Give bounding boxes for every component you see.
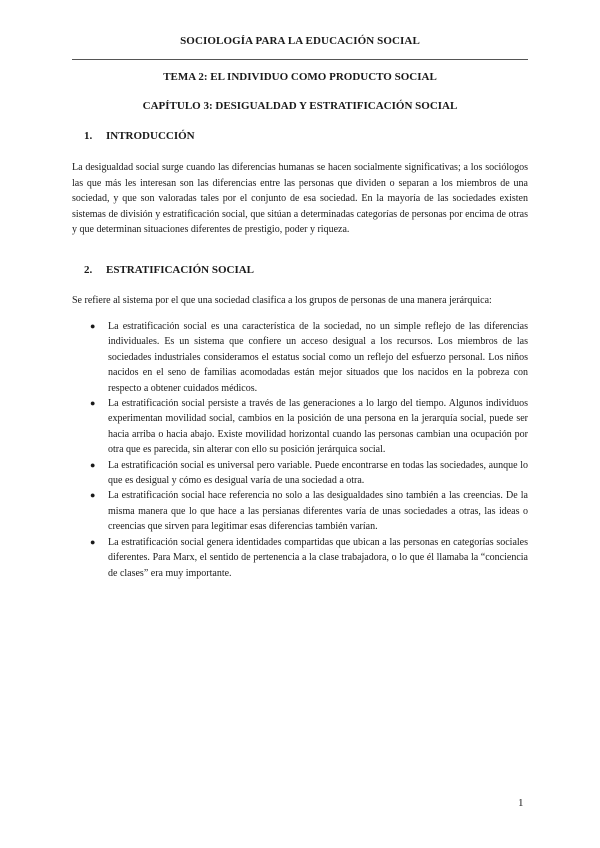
bullet-icon: ● (90, 321, 96, 331)
running-header: SOCIOLOGÍA PARA LA EDUCACIÓN SOCIAL (180, 35, 420, 47)
list-item (72, 535, 528, 581)
header-divider (72, 59, 528, 60)
list-item-text: La estratificación social es universal pero variable. Puede encontrarse en todas las sociedades, aunque lo que es desigual y cómo es desigual varía de una sociedad a otra. (108, 459, 528, 487)
theme-title: TEMA 2: EL INDIVIDUO COMO PRODUCTO SOCIAL (163, 71, 437, 83)
list-item-text: La estratificación social es una característica de la sociedad, no un simple reflejo de las diferencias individuales. Es un sistema que confiere un acceso desigual a los recursos. Los miembros de las sociedades industriales consideramos el estatus social como un reflejo del esfuerzo personal. Los niños nacidos en el seno de familias acomodadas están mejor situados que los nacidos en la pobreza con respecto a obtener cuidados médicos. (108, 321, 528, 394)
intro-paragraph: La desigualdad social surge cuando las diferencias humanas se hacen socialmente significativas; a los sociólogos las que más les interesan son las diferencias entre las personas que dividen o separan a los miembros de una sociedad, y que son valoradas tales por el conjunto de esa sociedad. En la mayoría de las sociedades existen sistemas de división y estratificación social, que sitúan a determinadas categorías de personas por encima de otras y que determinan situaciones diferentes de prestigio, poder y riqueza. (72, 162, 528, 235)
list-item-text: La estratificación social hace referencia no solo a las desigualdades sino también a las creencias. De la misma manera que lo que hace a las persianas diferentes varía de unas sociedades a otras, las ideas o creencias que sirven para legitimar esas diferencias también varían. (108, 490, 528, 533)
list-item (72, 396, 528, 458)
list-item (72, 319, 528, 396)
section-heading-introduccion (84, 130, 195, 142)
list-item-text: La estratificación social persiste a través de las generaciones a lo largo del tiempo. Algunos individuos experimentan movilidad social, cambios en la posición de una persona en la jerarquía social, puede ser hacia arriba o hacia abajo. Existe movilidad horizontal cuando las personas cambian una ocupación por otra que es parecida, sin alterar con ello su posición jerárquica social. (108, 398, 528, 456)
section-title: INTRODUCCIÓN (106, 130, 195, 142)
bullet-icon: ● (90, 536, 96, 547)
bullet-icon: ● (90, 459, 96, 470)
chapter-title: CAPÍTULO 3: DESIGUALDAD Y ESTRATIFICACIÓN SOCIAL (142, 100, 458, 112)
list-item (72, 488, 528, 534)
section-number: 2. (84, 264, 93, 276)
list-item (72, 458, 528, 489)
bullet-list (72, 319, 528, 581)
page-number: 1 (518, 797, 524, 809)
bullet-icon: ● (90, 490, 96, 501)
list-item-text: La estratificación social genera identidades compartidas que ubican a las personas en categorías sociales diferentes. Para Marx, el sentido de pertenencia a la clase trabajadora, o lo que él llamaba la “conciencia de clases” era muy importante. (108, 536, 528, 579)
estratificacion-paragraph: Se refiere al sistema por el que una sociedad clasifica a los grupos de personas de una manera jerárquica: (72, 295, 492, 306)
section-heading-estratificacion (84, 264, 254, 276)
section-number: 1. (84, 130, 93, 142)
section-title: ESTRATIFICACIÓN SOCIAL (106, 264, 255, 276)
bullet-icon: ● (90, 398, 96, 409)
